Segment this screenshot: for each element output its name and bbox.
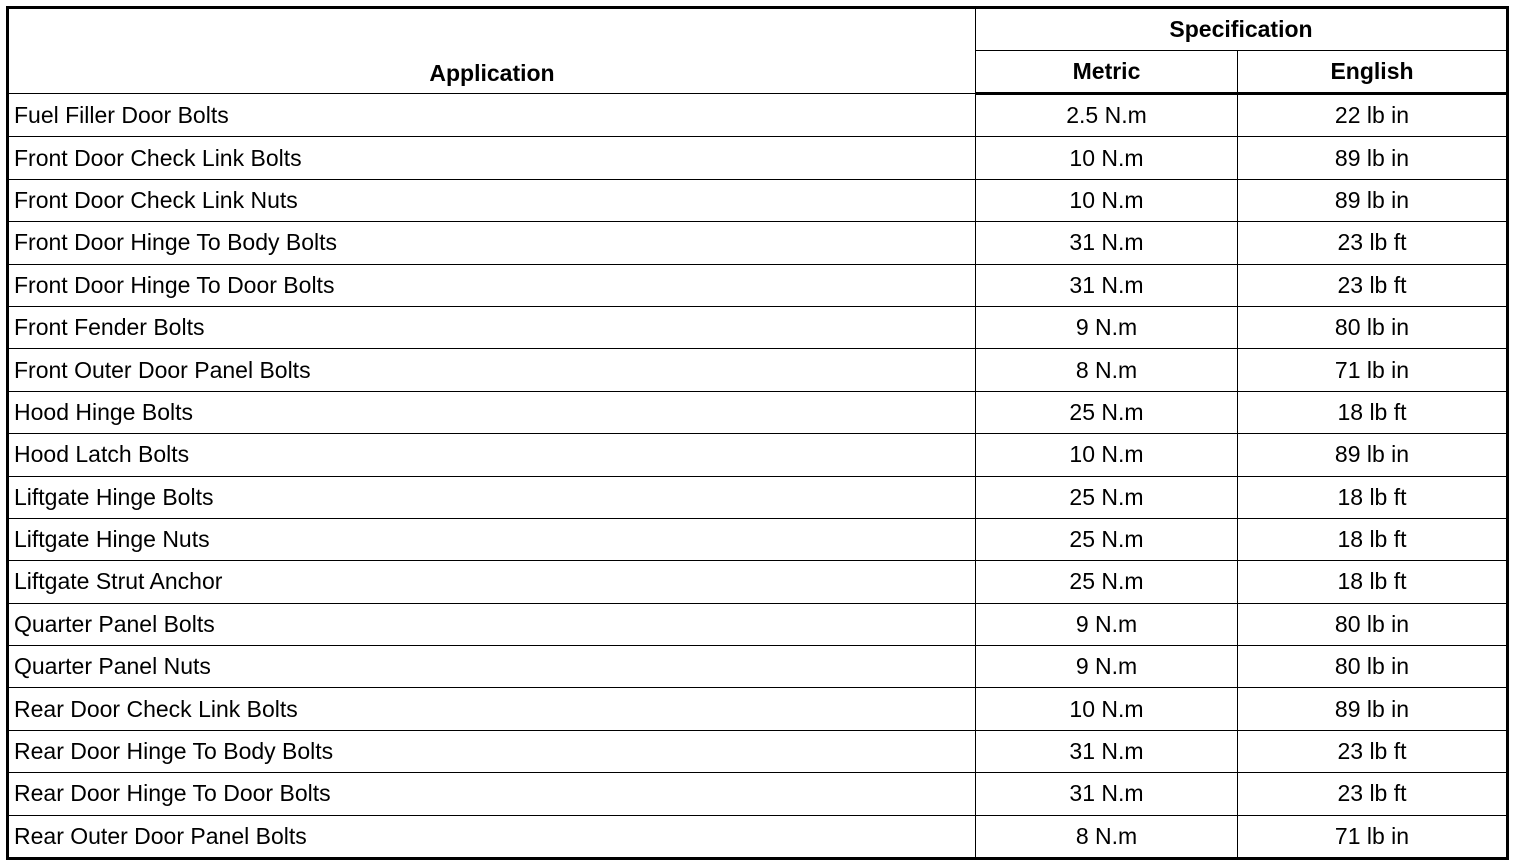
english-cell: 71 lb in [1238, 349, 1508, 391]
metric-cell: 25 N.m [976, 518, 1238, 560]
table-row [8, 518, 1508, 560]
table-row [8, 264, 1508, 306]
application-cell: Front Outer Door Panel Bolts [8, 349, 976, 391]
table-row [8, 730, 1508, 772]
application-cell: Fuel Filler Door Bolts [8, 94, 976, 137]
table-row [8, 434, 1508, 476]
application-cell: Liftgate Strut Anchor [8, 561, 976, 603]
english-cell: 89 lb in [1238, 179, 1508, 221]
english-cell: 80 lb in [1238, 646, 1508, 688]
table-body [8, 94, 1508, 859]
english-cell: 23 lb ft [1238, 773, 1508, 815]
application-cell: Hood Hinge Bolts [8, 391, 976, 433]
application-cell: Hood Latch Bolts [8, 434, 976, 476]
table-row [8, 476, 1508, 518]
application-cell: Front Door Check Link Nuts [8, 179, 976, 221]
metric-cell: 31 N.m [976, 773, 1238, 815]
application-cell: Rear Door Check Link Bolts [8, 688, 976, 730]
application-cell: Quarter Panel Bolts [8, 603, 976, 645]
table-row [8, 688, 1508, 730]
english-cell: 18 lb ft [1238, 518, 1508, 560]
english-cell: 23 lb ft [1238, 264, 1508, 306]
application-cell: Front Fender Bolts [8, 306, 976, 348]
table-row [8, 646, 1508, 688]
metric-cell: 10 N.m [976, 688, 1238, 730]
table-row [8, 815, 1508, 858]
application-cell: Front Door Hinge To Door Bolts [8, 264, 976, 306]
english-column-header: English [1238, 51, 1508, 94]
english-cell: 89 lb in [1238, 688, 1508, 730]
table-row [8, 137, 1508, 179]
specification-column-header: Specification [976, 8, 1508, 51]
application-cell: Quarter Panel Nuts [8, 646, 976, 688]
table-row [8, 306, 1508, 348]
english-cell: 18 lb ft [1238, 561, 1508, 603]
english-cell: 89 lb in [1238, 137, 1508, 179]
table-header [8, 8, 1508, 94]
torque-spec-table [6, 6, 1509, 860]
table-row [8, 94, 1508, 137]
english-cell: 18 lb ft [1238, 476, 1508, 518]
english-cell: 23 lb ft [1238, 222, 1508, 264]
english-cell: 23 lb ft [1238, 730, 1508, 772]
english-cell: 22 lb in [1238, 94, 1508, 137]
metric-cell: 25 N.m [976, 561, 1238, 603]
english-cell: 18 lb ft [1238, 391, 1508, 433]
metric-cell: 9 N.m [976, 306, 1238, 348]
application-cell: Liftgate Hinge Nuts [8, 518, 976, 560]
metric-cell: 25 N.m [976, 391, 1238, 433]
table-row [8, 773, 1508, 815]
metric-cell: 31 N.m [976, 222, 1238, 264]
table-row [8, 349, 1508, 391]
metric-cell: 8 N.m [976, 815, 1238, 858]
metric-cell: 31 N.m [976, 730, 1238, 772]
metric-cell: 10 N.m [976, 137, 1238, 179]
table-row [8, 561, 1508, 603]
english-cell: 71 lb in [1238, 815, 1508, 858]
application-column-header: Application [8, 8, 976, 94]
application-cell: Front Door Hinge To Body Bolts [8, 222, 976, 264]
application-cell: Rear Outer Door Panel Bolts [8, 815, 976, 858]
metric-cell: 2.5 N.m [976, 94, 1238, 137]
application-cell: Rear Door Hinge To Door Bolts [8, 773, 976, 815]
metric-cell: 31 N.m [976, 264, 1238, 306]
table-row [8, 603, 1508, 645]
header-row-top [8, 8, 1508, 51]
metric-cell: 8 N.m [976, 349, 1238, 391]
table-row [8, 222, 1508, 264]
metric-column-header: Metric [976, 51, 1238, 94]
metric-cell: 25 N.m [976, 476, 1238, 518]
english-cell: 89 lb in [1238, 434, 1508, 476]
application-cell: Front Door Check Link Bolts [8, 137, 976, 179]
metric-cell: 9 N.m [976, 646, 1238, 688]
metric-cell: 10 N.m [976, 179, 1238, 221]
application-cell: Liftgate Hinge Bolts [8, 476, 976, 518]
table-row [8, 179, 1508, 221]
application-cell: Rear Door Hinge To Body Bolts [8, 730, 976, 772]
metric-cell: 9 N.m [976, 603, 1238, 645]
english-cell: 80 lb in [1238, 603, 1508, 645]
table-row [8, 391, 1508, 433]
english-cell: 80 lb in [1238, 306, 1508, 348]
metric-cell: 10 N.m [976, 434, 1238, 476]
